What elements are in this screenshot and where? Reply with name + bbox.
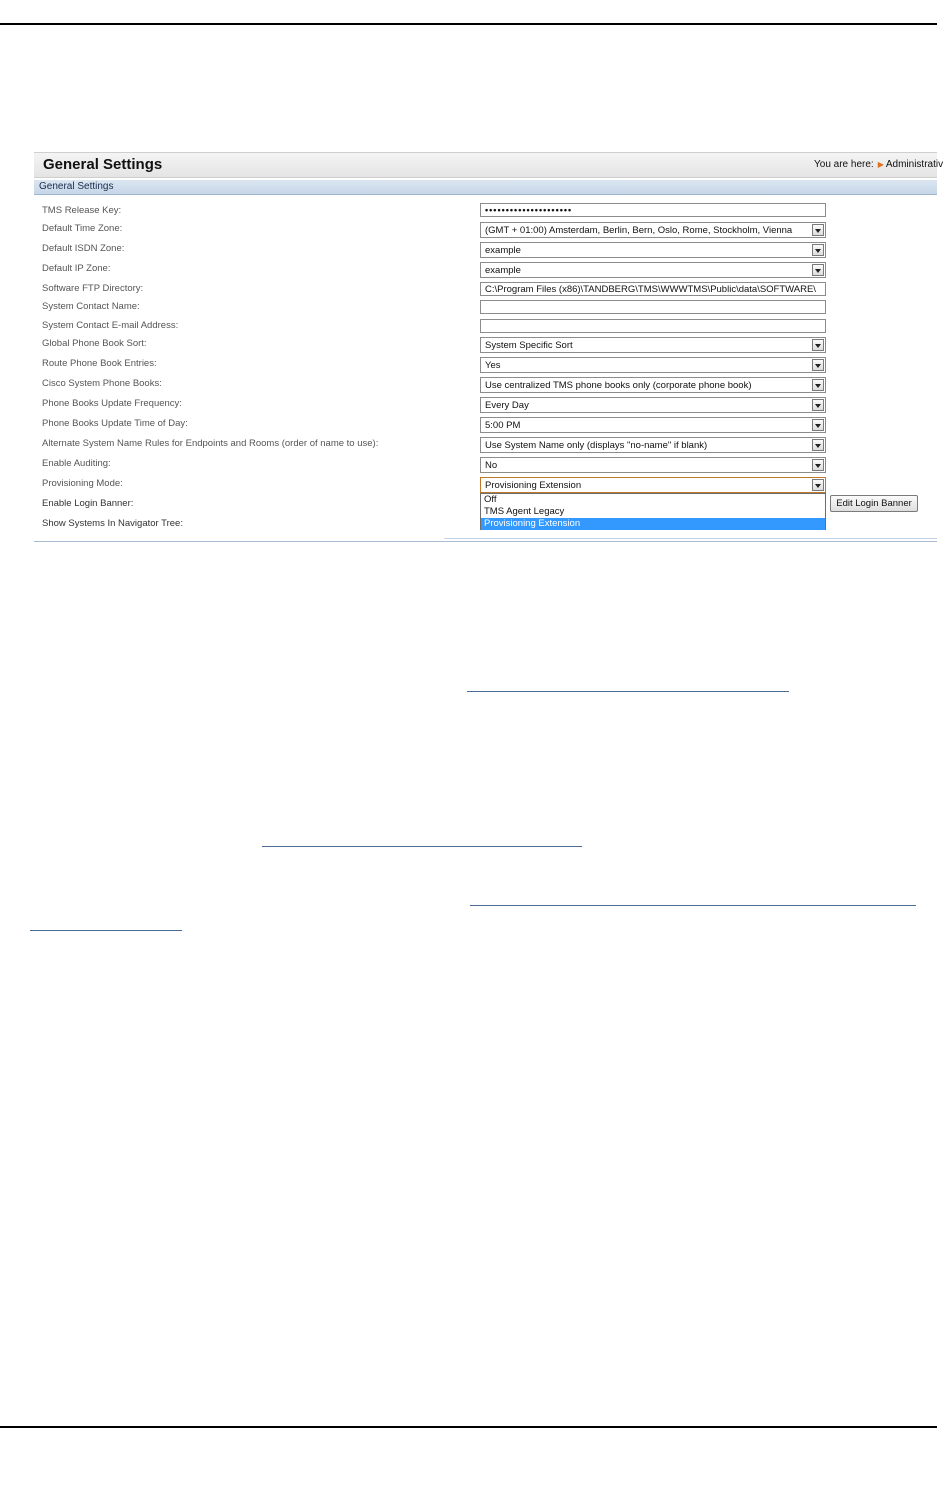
section-header (34, 180, 937, 195)
label-enable-auditing: Enable Auditing: (42, 458, 111, 469)
cisco-system-phone-books-value: Use centralized TMS phone books only (corporate phone book) (485, 380, 752, 391)
route-phone-book-entries-value: Yes (485, 360, 501, 371)
default-isdn-zone-value: example (485, 245, 521, 256)
phone-books-update-time-value: 5:00 PM (485, 420, 521, 431)
default-ip-zone-value: example (485, 265, 521, 276)
chevron-down-icon[interactable] (812, 244, 824, 256)
enable-auditing-select[interactable] (480, 457, 826, 473)
chevron-down-icon[interactable] (812, 339, 824, 351)
phone-books-update-frequency-select[interactable] (480, 397, 826, 413)
label-global-phone-book-sort: Global Phone Book Sort: (42, 338, 147, 349)
label-default-time-zone: Default Time Zone: (42, 223, 123, 234)
page-title: General Settings (43, 156, 163, 173)
system-contact-name-field[interactable] (480, 300, 826, 314)
edit-login-banner-button[interactable]: Edit Login Banner (830, 495, 918, 512)
chevron-down-icon[interactable] (812, 439, 824, 451)
label-system-contact-email: System Contact E-mail Address: (42, 320, 179, 331)
label-enable-login-banner: Enable Login Banner: (42, 498, 134, 509)
dropdown-option-off[interactable]: Off (484, 494, 497, 505)
provisioning-mode-dropdown (480, 493, 826, 530)
divider (444, 538, 937, 539)
triangle-right-icon: ▶ (877, 160, 884, 169)
default-isdn-zone-select[interactable] (480, 242, 826, 258)
provisioning-mode-select[interactable] (480, 477, 826, 493)
route-phone-book-entries-select[interactable] (480, 357, 826, 373)
chevron-down-icon[interactable] (812, 419, 824, 431)
chevron-down-icon[interactable] (812, 359, 824, 371)
phone-books-update-time-select[interactable] (480, 417, 826, 433)
title-bar (34, 152, 943, 178)
label-alternate-system-name-rules: Alternate System Name Rules for Endpoints and Rooms (order of name to use): (42, 438, 379, 449)
page-top-rule (0, 23, 937, 25)
general-settings-screenshot (34, 152, 943, 544)
software-ftp-directory-field[interactable]: C:\Program Files (x86)\TANDBERG\TMS\WWWTMS\Public\data\SOFTWARE\ (480, 282, 826, 296)
section-header-label: General Settings (39, 181, 114, 192)
global-phone-book-sort-select[interactable] (480, 337, 826, 353)
global-phone-book-sort-value: System Specific Sort (485, 340, 573, 351)
page-bottom-rule (0, 1426, 937, 1428)
breadcrumb-prefix: You are here: (814, 159, 874, 170)
label-route-phone-book-entries: Route Phone Book Entries: (42, 358, 157, 369)
label-provisioning-mode: Provisioning Mode: (42, 478, 123, 489)
label-default-isdn-zone: Default ISDN Zone: (42, 243, 125, 254)
chevron-down-icon[interactable] (812, 399, 824, 411)
panel-bottom-border (34, 541, 937, 542)
chevron-down-icon[interactable] (812, 224, 824, 236)
label-phone-books-update-time: Phone Books Update Time of Day: (42, 418, 188, 429)
document-link-3-continued[interactable] (30, 930, 182, 931)
chevron-down-icon[interactable] (812, 459, 824, 471)
phone-books-update-frequency-value: Every Day (485, 400, 529, 411)
document-link-1[interactable] (467, 691, 789, 692)
default-time-zone-select[interactable] (480, 222, 826, 238)
label-cisco-system-phone-books: Cisco System Phone Books: (42, 378, 162, 389)
enable-auditing-value: No (485, 460, 498, 471)
dropdown-option-provisioning-extension[interactable]: Provisioning Extension (481, 518, 825, 530)
label-tms-release-key: TMS Release Key: (42, 205, 122, 216)
label-system-contact-name: System Contact Name: (42, 301, 140, 312)
label-default-ip-zone: Default IP Zone: (42, 263, 111, 274)
chevron-down-icon[interactable] (812, 479, 824, 491)
label-show-systems-navigator-tree: Show Systems In Navigator Tree: (42, 518, 183, 529)
default-ip-zone-select[interactable] (480, 262, 826, 278)
breadcrumb-item-administrative[interactable]: Administrativ (885, 159, 943, 170)
settings-panel (34, 195, 937, 541)
provisioning-mode-value: Provisioning Extension (485, 480, 582, 491)
alternate-system-name-rules-select[interactable] (480, 437, 826, 453)
document-link-2[interactable] (262, 846, 582, 847)
label-software-ftp-directory: Software FTP Directory: (42, 283, 144, 294)
alternate-system-name-rules-value: Use System Name only (displays "no-name" if blank) (485, 440, 708, 451)
tms-release-key-field[interactable]: ••••••••••••••••••••• (480, 203, 826, 217)
dropdown-option-tms-agent-legacy[interactable]: TMS Agent Legacy (484, 506, 565, 517)
chevron-down-icon[interactable] (812, 264, 824, 276)
cisco-system-phone-books-select[interactable] (480, 377, 826, 393)
default-time-zone-value: (GMT + 01:00) Amsterdam, Berlin, Bern, Oslo, Rome, Stockholm, Vienna (485, 225, 793, 236)
system-contact-email-field[interactable] (480, 319, 826, 333)
document-link-3[interactable] (470, 905, 916, 906)
label-phone-books-update-frequency: Phone Books Update Frequency: (42, 398, 182, 409)
chevron-down-icon[interactable] (812, 379, 824, 391)
breadcrumb (814, 159, 943, 170)
